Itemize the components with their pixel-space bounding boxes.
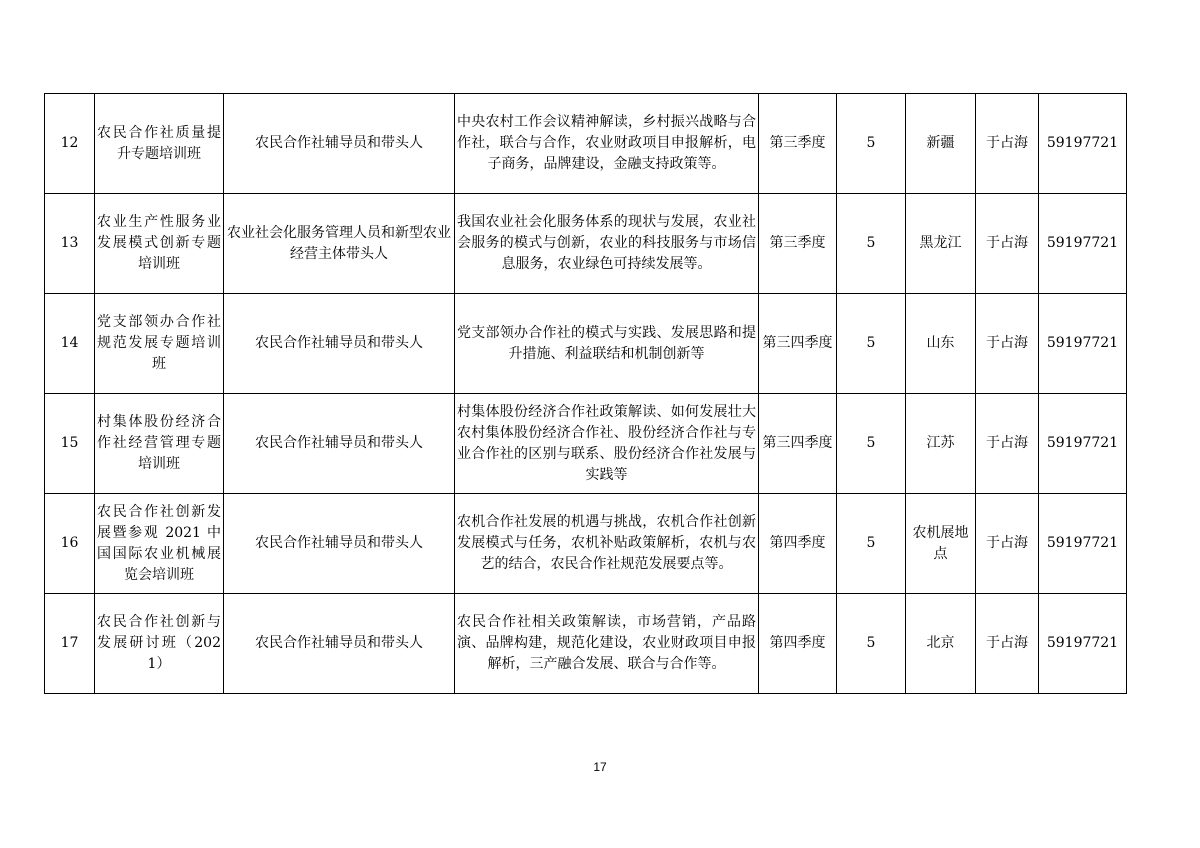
course-days: 5 bbox=[837, 594, 906, 694]
contact-phone: 59197721 bbox=[1039, 294, 1127, 394]
course-content: 中央农村工作会议精神解读，乡村振兴战略与合作社，联合与合作，农业财政项目申报解析，电子商务，品牌建设，金融支持政策等。 bbox=[455, 94, 759, 194]
contact-phone: 59197721 bbox=[1039, 394, 1127, 494]
target-audience: 农业社会化服务管理人员和新型农业经营主体带头人 bbox=[224, 194, 455, 294]
course-place: 新疆 bbox=[906, 94, 976, 194]
course-days: 5 bbox=[837, 94, 906, 194]
course-place: 北京 bbox=[906, 594, 976, 694]
course-name: 农业生产性服务业发展模式创新专题培训班 bbox=[95, 194, 224, 294]
contact-phone: 59197721 bbox=[1039, 194, 1127, 294]
course-time: 第三季度 bbox=[759, 194, 837, 294]
course-time: 第四季度 bbox=[759, 594, 837, 694]
row-number: 12 bbox=[45, 94, 95, 194]
course-name: 村集体股份经济合作社经营管理专题培训班 bbox=[95, 394, 224, 494]
table-row bbox=[45, 294, 1127, 394]
course-days: 5 bbox=[837, 294, 906, 394]
course-content: 村集体股份经济合作社政策解读、如何发展壮大农村集体股份经济合作社、股份经济合作社与专业合作社的区别与联系、股份经济合作社发展与实践等 bbox=[455, 394, 759, 494]
course-content: 农机合作社发展的机遇与挑战，农机合作社创新发展模式与任务，农机补贴政策解析，农机与农艺的结合，农民合作社规范发展要点等。 bbox=[455, 494, 759, 594]
course-time: 第四季度 bbox=[759, 494, 837, 594]
contact-phone: 59197721 bbox=[1039, 594, 1127, 694]
training-plan-table bbox=[44, 93, 1127, 694]
course-days: 5 bbox=[837, 394, 906, 494]
contact-person: 于占海 bbox=[976, 94, 1039, 194]
course-days: 5 bbox=[837, 194, 906, 294]
table-body bbox=[45, 94, 1127, 694]
table-row bbox=[45, 94, 1127, 194]
course-place: 江苏 bbox=[906, 394, 976, 494]
table-row bbox=[45, 594, 1127, 694]
course-place: 山东 bbox=[906, 294, 976, 394]
course-place: 农机展地点 bbox=[906, 494, 976, 594]
contact-person: 于占海 bbox=[976, 194, 1039, 294]
row-number: 17 bbox=[45, 594, 95, 694]
table-row bbox=[45, 194, 1127, 294]
target-audience: 农民合作社辅导员和带头人 bbox=[224, 594, 455, 694]
target-audience: 农民合作社辅导员和带头人 bbox=[224, 94, 455, 194]
contact-person: 于占海 bbox=[976, 594, 1039, 694]
course-days: 5 bbox=[837, 494, 906, 594]
contact-person: 于占海 bbox=[976, 394, 1039, 494]
course-time: 第三四季度 bbox=[759, 294, 837, 394]
target-audience: 农民合作社辅导员和带头人 bbox=[224, 494, 455, 594]
course-time: 第三四季度 bbox=[759, 394, 837, 494]
course-place: 黑龙江 bbox=[906, 194, 976, 294]
course-name: 农民合作社创新发展暨参观 2021 中国国际农业机械展览会培训班 bbox=[95, 494, 224, 594]
target-audience: 农民合作社辅导员和带头人 bbox=[224, 394, 455, 494]
table-row bbox=[45, 494, 1127, 594]
course-name: 农民合作社创新与发展研讨班（2021） bbox=[95, 594, 224, 694]
row-number: 15 bbox=[45, 394, 95, 494]
course-content: 我国农业社会化服务体系的现状与发展，农业社会服务的模式与创新，农业的科技服务与市场信息服务，农业绿色可持续发展等。 bbox=[455, 194, 759, 294]
course-content: 党支部领办合作社的模式与实践、发展思路和提升措施、利益联结和机制创新等 bbox=[455, 294, 759, 394]
contact-person: 于占海 bbox=[976, 294, 1039, 394]
page-number: 17 bbox=[593, 760, 607, 774]
row-number: 13 bbox=[45, 194, 95, 294]
row-number: 14 bbox=[45, 294, 95, 394]
contact-person: 于占海 bbox=[976, 494, 1039, 594]
target-audience: 农民合作社辅导员和带头人 bbox=[224, 294, 455, 394]
course-time: 第三季度 bbox=[759, 94, 837, 194]
course-name: 党支部领办合作社规范发展专题培训班 bbox=[95, 294, 224, 394]
table-row bbox=[45, 394, 1127, 494]
course-name: 农民合作社质量提升专题培训班 bbox=[95, 94, 224, 194]
course-content: 农民合作社相关政策解读，市场营销，产品路演、品牌构建，规范化建设，农业财政项目申报解析，三产融合发展、联合与合作等。 bbox=[455, 594, 759, 694]
contact-phone: 59197721 bbox=[1039, 494, 1127, 594]
contact-phone: 59197721 bbox=[1039, 94, 1127, 194]
row-number: 16 bbox=[45, 494, 95, 594]
